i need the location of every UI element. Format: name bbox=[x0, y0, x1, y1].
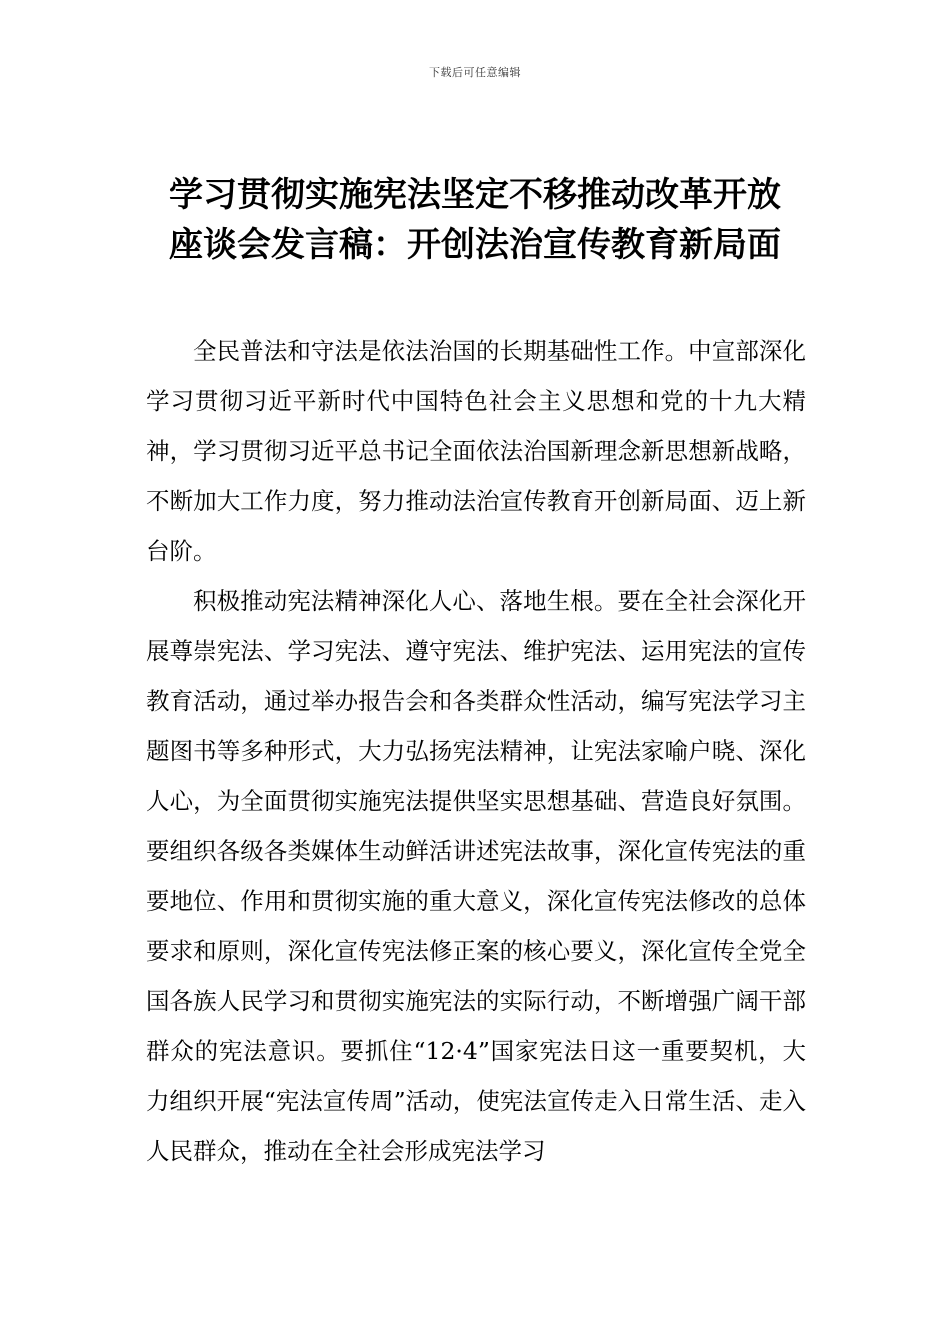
document-title bbox=[120, 170, 830, 270]
title-line-2: 座谈会发言稿：开创法治宣传教育新局面 bbox=[169, 225, 781, 265]
header-note: 下载后可任意编辑 bbox=[429, 66, 521, 79]
document-body bbox=[146, 326, 806, 1176]
paragraph-2: 积极推动宪法精神深化人心、落地生根。要在全社会深化开展尊崇宪法、学习宪法、遵守宪法、维护宪法、运用宪法的宣传教育活动，通过举办报告会和各类群众性活动，编写宪法学习主题图书等多种形式，大力弘扬宪法精神，让宪法家喻户晓、深化人心，为全面贯彻实施宪法提供坚实思想基础、营造良好氛围。要组织各级各类媒体生动鲜活讲述宪法故事，深化宣传宪法的重要地位、作用和贯彻实施的重大意义，深化宣传宪法修改的总体要求和原则，深化宣传宪法修正案的核心要义，深化宣传全党全国各族人民学习和贯彻实施宪法的实际行动，不断增强广阔干部群众的宪法意识。要抓住“12·4”国家宪法日这一重要契机，大力组织开展“宪法宣传周”活动，使宪法宣传走入日常生活、走入人民群众，推动在全社会形成宪法学习 bbox=[146, 587, 806, 1165]
title-line-1: 学习贯彻实施宪法坚定不移推动改革开放 bbox=[169, 175, 781, 215]
paragraph-1: 全民普法和守法是依法治国的长期基础性工作。中宣部深化学习贯彻习近平新时代中国特色社会主义思想和党的十九大精神，学习贯彻习近平总书记全面依法治国新理念新思想新战略，不断加大工作力度，努力推动法治宣传教育开创新局面、迈上新台阶。 bbox=[146, 337, 806, 565]
